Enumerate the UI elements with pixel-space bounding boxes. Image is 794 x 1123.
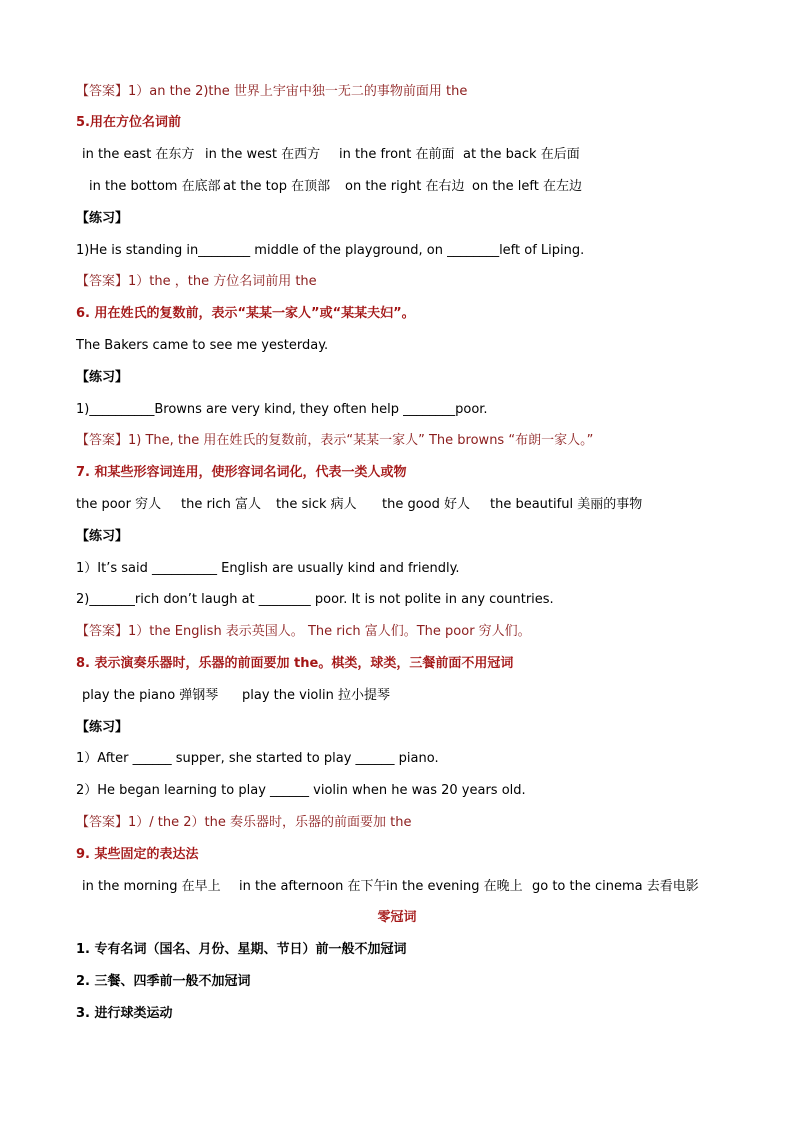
example-item: in the east 在东方 (82, 147, 195, 162)
answer-line-5: 【答案】1）the ，the 方位名词前用 the (76, 274, 317, 289)
example-item: at the top 在顶部 (223, 179, 331, 194)
example-item: the rich 富人 (181, 497, 261, 512)
answer-line-4: 【答案】1）an the 2)the 世界上宇宙中独一无二的事物前面用 the (76, 84, 468, 99)
example-item: at the back 在后面 (463, 147, 580, 162)
practice-label: 【练习】 (76, 529, 129, 544)
practice-label: 【练习】 (76, 720, 129, 735)
practice-question: 2)_______rich don’t laugh at ________ poor. It is not polite in any countries. (76, 592, 554, 607)
zero-article-rule-1: 1. 专有名词（国名、月份、星期、节日）前一般不加冠词 (76, 942, 407, 957)
example-item: in the afternoon 在下午 (239, 879, 387, 894)
answer-line-6: 【答案】1) The, the 用在姓氏的复数前，表示“某某一家人” The browns “布朗一家人。” (76, 433, 594, 448)
example-item: the poor 穷人 (76, 497, 162, 512)
example-item: in the west 在西方 (205, 147, 321, 162)
practice-question: 2）He began learning to play ______ violin when he was 20 years old. (76, 783, 526, 798)
example-item: go to the cinema 去看电影 (532, 879, 699, 894)
example-item: the good 好人 (382, 497, 471, 512)
example-item: play the violin 拉小提琴 (242, 688, 390, 703)
answer-line-8: 【答案】1）/ the 2）the 奏乐器时，乐器的前面要加 the (76, 815, 412, 830)
zero-article-heading: 零冠词 (377, 910, 417, 925)
example-sentence: The Bakers came to see me yesterday. (76, 338, 329, 353)
example-row-adjectives (76, 495, 734, 515)
zero-article-rule-3: 3. 进行球类运动 (76, 1006, 173, 1021)
example-item: on the right 在右边 (345, 179, 465, 194)
example-item: play the piano 弹钢琴 (82, 688, 219, 703)
answer-line-7: 【答案】1）the English 表示英国人。 The rich 富人们。The poor 穷人们。 (76, 624, 531, 639)
example-item: the sick 病人 (276, 497, 357, 512)
practice-question: 1)He is standing in________ middle of the playground, on ________left of Liping. (76, 243, 585, 258)
section-heading-7: 7. 和某些形容词连用，使形容词名词化，代表一类人或物 (76, 465, 407, 480)
example-item: on the left 在左边 (472, 179, 582, 194)
example-row-directions-1 (82, 145, 734, 165)
practice-question: 1）It’s said __________ English are usually kind and friendly. (76, 561, 460, 576)
section-heading-6: 6. 用在姓氏的复数前，表示“某某一家人”或“某某夫妇”。 (76, 306, 415, 321)
zero-article-rule-2: 2. 三餐、四季前一般不加冠词 (76, 974, 251, 989)
practice-label: 【练习】 (76, 370, 129, 385)
example-item: in the bottom 在底部 (89, 179, 221, 194)
example-item: the beautiful 美丽的事物 (490, 497, 643, 512)
example-item: in the front 在前面 (339, 147, 455, 162)
section-heading-8: 8. 表示演奏乐器时，乐器的前面要加 the。棋类，球类，三餐前面不用冠词 (76, 656, 514, 671)
section-heading-5: 5.用在方位名词前 (76, 115, 181, 130)
example-row-directions-2 (89, 177, 734, 197)
example-row-expressions (82, 877, 734, 897)
practice-label: 【练习】 (76, 211, 129, 226)
practice-question: 1）After ______ supper, she started to play ______ piano. (76, 751, 439, 766)
practice-question: 1)__________Browns are very kind, they often help ________poor. (76, 402, 488, 417)
example-item: in the evening 在晚上 (386, 879, 523, 894)
section-heading-9: 9. 某些固定的表达法 (76, 847, 199, 862)
example-item: in the morning 在早上 (82, 879, 221, 894)
example-row-instruments (82, 686, 734, 706)
